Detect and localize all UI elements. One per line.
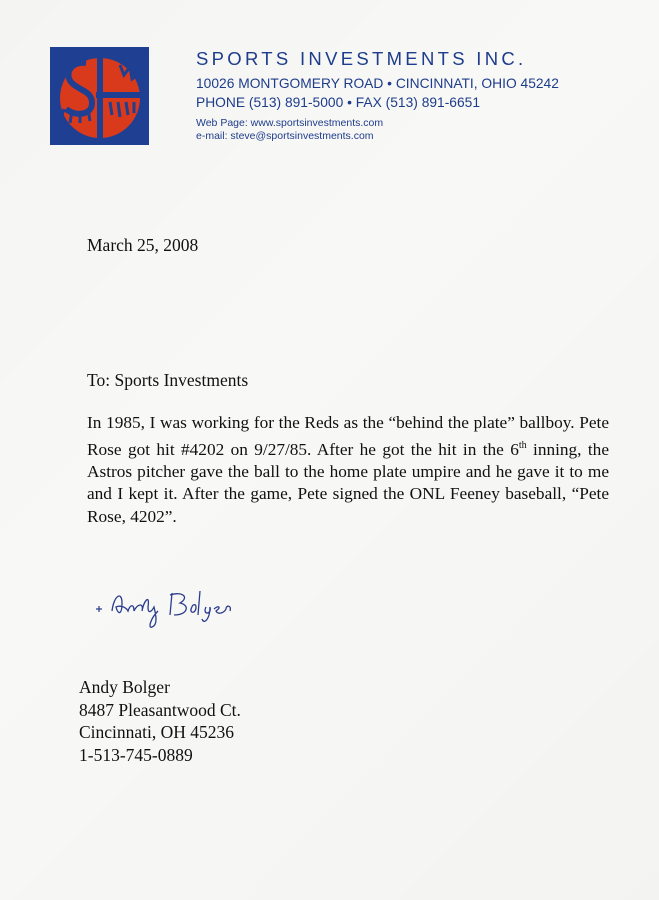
company-address: 10026 MONTGOMERY ROAD • CINCINNATI, OHIO 45242	[196, 76, 559, 91]
ordinal-suffix: th	[518, 439, 527, 451]
sender-block	[79, 676, 241, 766]
sender-city: Cincinnati, OH 45236	[79, 722, 235, 742]
sports-investments-logo	[50, 47, 149, 145]
letter-body	[87, 412, 609, 528]
sender-name: Andy Bolger	[79, 677, 170, 697]
company-name: SPORTS INVESTMENTS INC.	[196, 48, 527, 69]
body-text-part-1: In 1985, I was working for the Reds as the “behind the plate” ballboy. Pete Rose got hit #4202 on 9/27/85. After he got the hit in the 6	[87, 413, 609, 459]
letter-date: March 25, 2008	[87, 235, 199, 255]
company-phone-fax: PHONE (513) 891-5000 • FAX (513) 891-6651	[196, 95, 480, 110]
body-text-part-2: inning, the Astros pitcher gave the ball to the home plate umpire and he gave it to me and I kept it. After the game, Pete signed the ONL Feeney baseball, “Pete Rose, 4202”.	[87, 439, 609, 526]
letter-salutation: To: Sports Investments	[87, 370, 249, 390]
sender-phone: 1-513-745-0889	[79, 744, 193, 765]
sender-street: 8487 Pleasantwood Ct.	[79, 699, 241, 720]
company-web: Web Page: www.sportsinvestments.com	[196, 117, 384, 129]
company-email: e-mail: steve@sportsinvestments.com	[196, 130, 374, 142]
handwritten-signature	[92, 585, 242, 630]
